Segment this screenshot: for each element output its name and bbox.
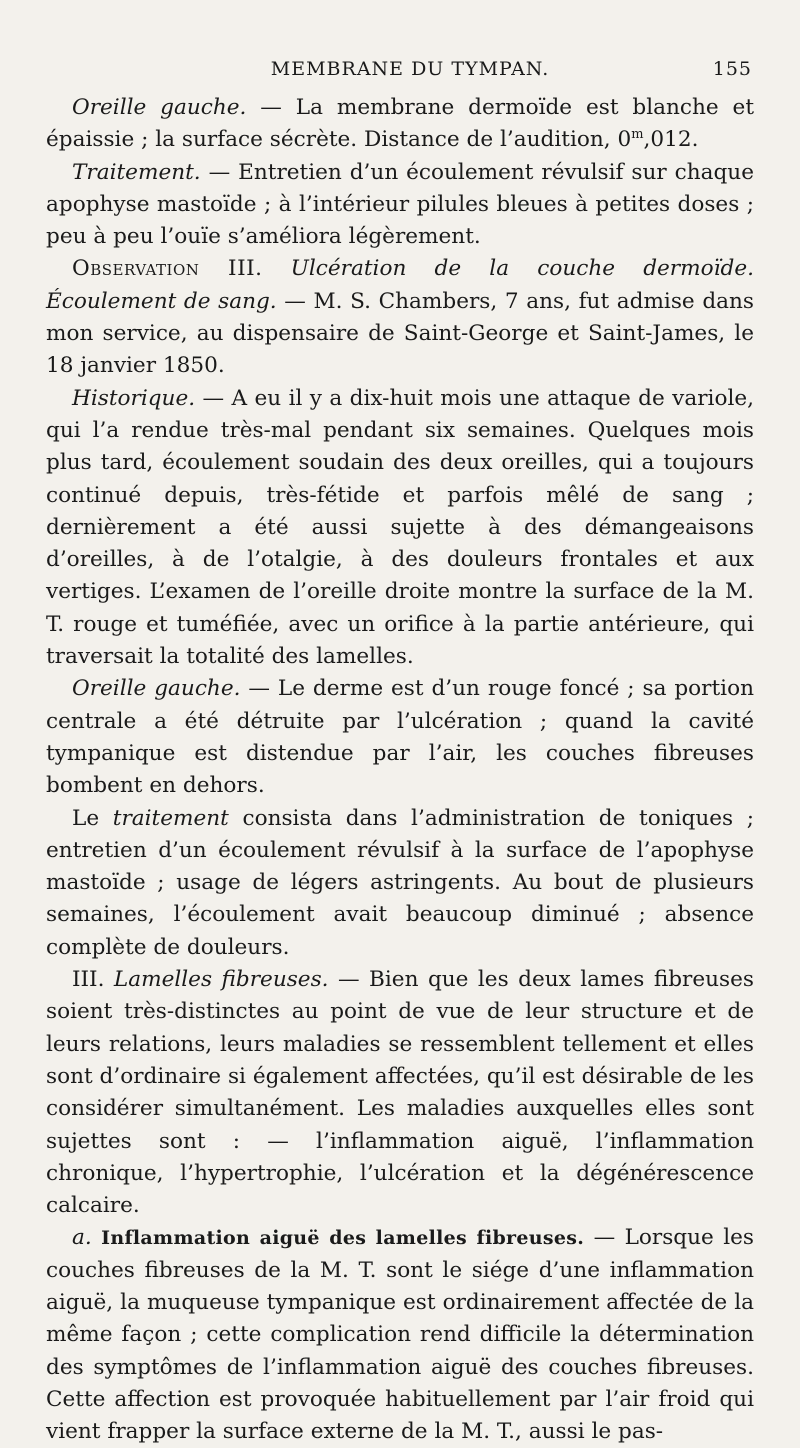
paragraph-traitement-2 bbox=[46, 803, 754, 964]
paragraph-tail: ,012. bbox=[643, 127, 699, 153]
paragraph-lamelles-fibreuses bbox=[46, 964, 754, 1222]
paragraph-inflammation-aigue bbox=[46, 1222, 754, 1448]
paragraph-oreille-gauche-2 bbox=[46, 673, 754, 802]
paragraph-lead: Oreille gauche. bbox=[72, 676, 241, 702]
paragraph-text: — Entretien d’un écoulement révulsif sur chaque apophyse mastoïde ; à l’intérieur pilules bleues à petites doses ; peu à peu l’ouïe s’améliora légèrement. bbox=[46, 159, 754, 250]
paragraph-pre: a. bbox=[72, 1225, 102, 1251]
running-head bbox=[46, 46, 754, 90]
paragraph-pre: III. bbox=[72, 967, 114, 993]
section-heading: Inflammation aiguë des lamelles fibreuses. bbox=[101, 1227, 585, 1250]
paragraph-lead: Lamelles fibreuses. bbox=[113, 967, 329, 993]
paragraph-historique bbox=[46, 383, 754, 674]
paragraph-observation-3 bbox=[46, 253, 754, 382]
superscript-unit: m bbox=[631, 127, 644, 143]
paragraph-lead: Ulcération de la couche dermoïde. Écoulement de sang. bbox=[46, 256, 754, 314]
paragraph-text: — La membrane dermoïde est blanche et épaissie ; la surface sécrète. Distance de l’audition, 0 bbox=[46, 95, 754, 153]
paragraph-lead: Traitement. bbox=[72, 159, 201, 185]
paragraph-lead: Historique. bbox=[72, 385, 196, 411]
running-title: MEMBRANE DU TYMPAN. bbox=[270, 58, 550, 80]
paragraph-text: consista dans l’administration de toniques ; entretien d’un écoulement révulsif à la surface de l’apophyse mastoïde ; usage de légers astringents. Au bout de plusieurs semaines, l’écoulement avait beaucoup diminué ; absence complète de douleurs. bbox=[46, 805, 755, 960]
observation-label: Observation III. bbox=[72, 256, 263, 282]
paragraph-pre: Le bbox=[72, 805, 113, 831]
body-text bbox=[46, 92, 754, 1448]
paragraph-lead: Oreille gauche. bbox=[72, 95, 247, 120]
paragraph-traitement-1 bbox=[46, 157, 754, 254]
page-number: 155 bbox=[712, 58, 752, 80]
paragraph-text: — Bien que les deux lames fibreuses soient très-distinctes au point de vue de leur structure et de leurs relations, leurs maladies se ressemblent tellement et elles sont d’ordinaire si également affectées, qu’il est désirable de les considérer simultanément. Les maladies auxquelles elles sont sujettes sont : — l’inflammation aiguë, l’inflammation chronique, l’hypertrophie, l’ulcération et la dégénérescence calcaire. bbox=[46, 967, 754, 1219]
paragraph-text: — Le derme est d’un rouge foncé ; sa portion centrale a été détruite par l’ulcération ; quand la cavité tympanique est distendue par l’air, les couches fibreuses bombent en dehors. bbox=[46, 676, 754, 799]
paragraph-text: — M. S. Chambers, 7 ans, fut admise dans mon service, au dispensaire de Saint-George et Saint-James, le 18 janvier 1850. bbox=[46, 288, 754, 379]
paragraph-text: — Lorsque les couches fibreuses de la M. T. sont le siége d’une inflammation aiguë, la muqueuse tympanique est ordinairement affectée de la même façon ; cette complication rend difficile la détermination des symptômes de l’inflammation aiguë des couches fibreuses. Cette affection est provoquée habituellement par l’air froid qui vient frapper la surface externe de la M. T., aussi le pas- bbox=[46, 1225, 754, 1445]
paragraph-text: — A eu il y a dix-huit mois une attaque de variole, qui l’a rendue très-mal pendant six semaines. Quelques mois plus tard, écoulement soudain des deux oreilles, qui a toujours continué depuis, très-fétide et parfois mêlé de sang ; dernièrement a été aussi sujette à des démangeaisons d’oreilles, à de l’otalgie, à des douleurs frontales et aux vertiges. L’examen de l’oreille droite montre la surface de la M. T. rouge et tuméfiée, avec un orifice à la partie antérieure, qui traversait la totalité des lamelles. bbox=[46, 385, 754, 670]
paragraph-lead: traitement bbox=[112, 805, 229, 831]
paragraph-oreille-gauche-1 bbox=[46, 92, 754, 157]
